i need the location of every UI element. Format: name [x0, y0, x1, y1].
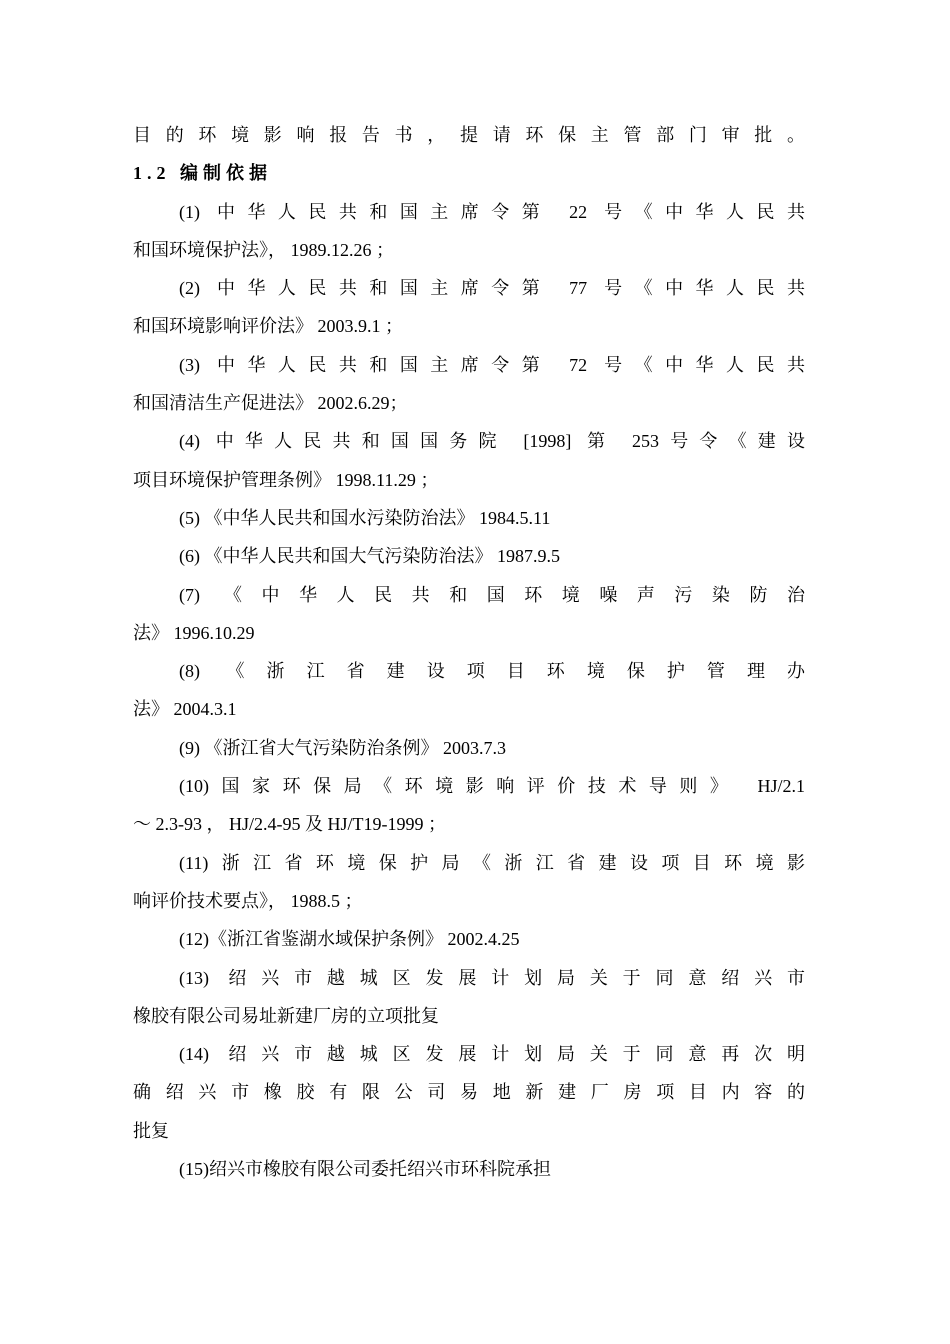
reference-line: 和国环境保护法》， 1989.12.26 ；	[133, 239, 394, 260]
reference-line: ～ 2.3-93 ， HJ/2.4-95 及 HJ/T19-1999 ；	[133, 814, 446, 835]
reference-line: (10)国家环保局《环境影响评价技术导则》 HJ/2.1	[179, 776, 805, 797]
reference-line: 响评价技术要点》， 1988.5 ；	[133, 890, 363, 911]
reference-line: (9) 《浙江省大气污染防治条例》 2003.7.3	[179, 737, 506, 758]
reference-item	[133, 1035, 805, 1150]
reference-line: 确绍兴市橡胶有限公司易地新建厂房项目内容的	[133, 1082, 805, 1103]
reference-item	[133, 920, 805, 958]
reference-item	[133, 499, 805, 537]
reference-line: 橡胶有限公司易址新建厂房的立项批复	[133, 1005, 439, 1026]
reference-line: (15)绍兴市橡胶有限公司委托绍兴市环科院承担	[179, 1159, 551, 1180]
reference-item	[133, 652, 805, 729]
reference-item	[133, 767, 805, 844]
reference-line: 批复	[133, 1120, 169, 1141]
section-heading: 1.2 编制依据	[133, 163, 272, 184]
reference-item	[133, 193, 805, 270]
reference-line: (3) 中华人民共和国主席令第 72 号《中华人民共	[179, 354, 805, 375]
reference-line: (6) 《中华人民共和国大气污染防治法》 1987.9.5	[179, 546, 560, 567]
reference-item	[133, 959, 805, 1036]
reference-item	[133, 537, 805, 575]
reference-line: (11)浙江省环境保护局《浙江省建设项目环境影	[179, 852, 805, 873]
reference-line: (14) 绍兴市越城区发展计划局关于同意再次明	[179, 1044, 805, 1065]
reference-item	[133, 346, 805, 423]
reference-line: (8) 《浙江省建设项目环境保护管理办	[179, 661, 805, 682]
reference-line: 项目环境保护管理条例》 1998.11.29 ；	[133, 469, 439, 490]
reference-line: (12)《浙江省鉴湖水域保护条例》 2002.4.25	[179, 929, 520, 950]
reference-list	[133, 193, 805, 1189]
reference-line: (4) 中华人民共和国国务院 [1998] 第 253号令《建设	[179, 431, 805, 452]
reference-line: 法》 1996.10.29	[133, 622, 255, 643]
reference-item	[133, 422, 805, 499]
reference-line: 和国环境影响评价法》 2003.9.1 ；	[133, 316, 403, 337]
reference-line: (2) 中华人民共和国主席令第 77 号《中华人民共	[179, 278, 805, 299]
reference-line: 法》 2004.3.1	[133, 699, 237, 720]
intro-line: 目的环境影响报告书，提请环保主管部门审批。	[133, 125, 805, 145]
reference-item	[133, 1150, 805, 1188]
reference-line: (13) 绍兴市越城区发展计划局关于同意绍兴市	[179, 967, 805, 988]
reference-line: (5) 《中华人民共和国水污染防治法》 1984.5.11	[179, 507, 551, 528]
reference-line: (7) 《中华人民共和国环境噪声污染防治	[179, 584, 805, 605]
reference-item	[133, 269, 805, 346]
reference-item	[133, 729, 805, 767]
reference-line: (1) 中华人民共和国主席令第 22 号《中华人民共	[179, 201, 805, 222]
document-page	[133, 116, 805, 1188]
reference-item	[133, 844, 805, 921]
reference-line: 和国清洁生产促进法》 2002.6.29；	[133, 393, 408, 414]
reference-item	[133, 576, 805, 653]
